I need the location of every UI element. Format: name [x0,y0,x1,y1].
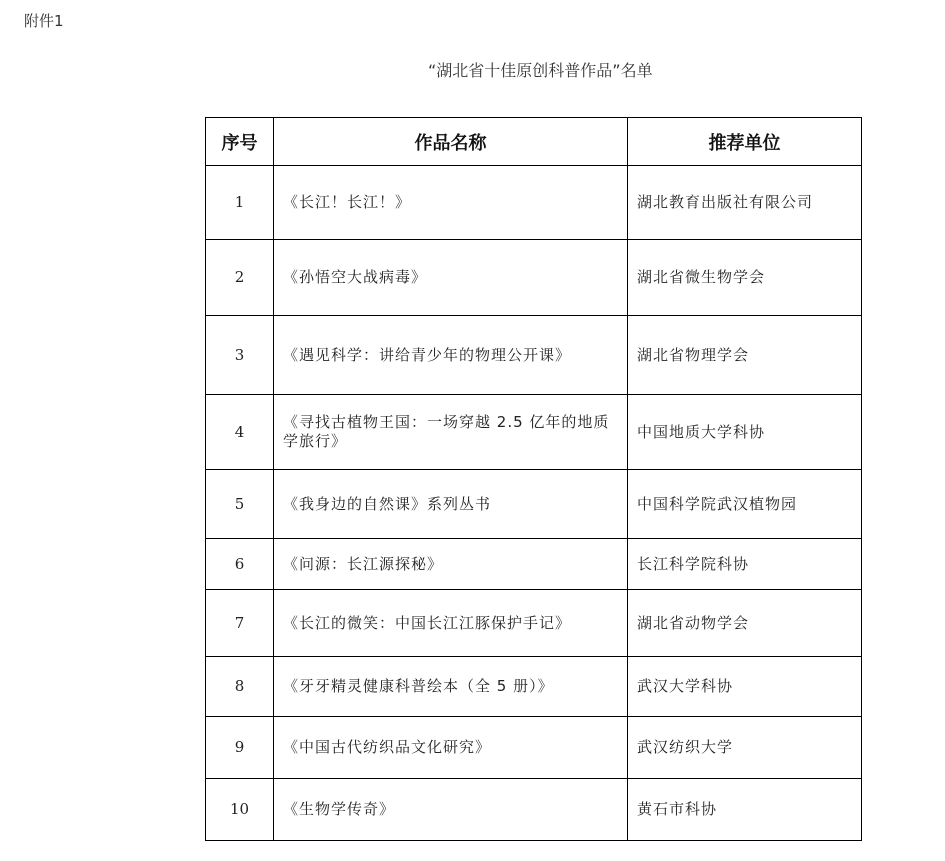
cell-number: 5 [206,470,274,539]
attachment-label: 附件1 [24,12,64,30]
cell-work-name: 《寻找古植物王国：一场穿越 2.5 亿年的地质学旅行》 [274,395,628,470]
header-number: 序号 [206,118,274,166]
cell-number: 4 [206,395,274,470]
cell-recommending-unit: 武汉大学科协 [628,657,862,717]
cell-recommending-unit: 中国科学院武汉植物园 [628,470,862,539]
cell-work-name: 《问源：长江源探秘》 [274,539,628,590]
table-header-row [206,118,862,166]
table-row [206,166,862,240]
cell-recommending-unit: 长江科学院科协 [628,539,862,590]
cell-number: 7 [206,590,274,657]
cell-work-name: 《孙悟空大战病毒》 [274,240,628,316]
cell-number: 3 [206,316,274,395]
table-row [206,316,862,395]
cell-work-name: 《遇见科学：讲给青少年的物理公开课》 [274,316,628,395]
cell-recommending-unit: 武汉纺织大学 [628,717,862,779]
cell-work-name: 《长江的微笑：中国长江江豚保护手记》 [274,590,628,657]
header-work-name: 作品名称 [274,118,628,166]
cell-work-name: 《中国古代纺织品文化研究》 [274,717,628,779]
table-row [206,717,862,779]
table-row [206,539,862,590]
cell-recommending-unit: 湖北教育出版社有限公司 [628,166,862,240]
table-row [206,470,862,539]
cell-work-name: 《牙牙精灵健康科普绘本（全 5 册）》 [274,657,628,717]
table-row [206,779,862,841]
cell-recommending-unit: 湖北省物理学会 [628,316,862,395]
header-recommending-unit: 推荐单位 [628,118,862,166]
cell-work-name: 《生物学传奇》 [274,779,628,841]
cell-number: 6 [206,539,274,590]
cell-work-name: 《我身边的自然课》系列丛书 [274,470,628,539]
cell-recommending-unit: 中国地质大学科协 [628,395,862,470]
table-row [206,240,862,316]
table-row [206,395,862,470]
cell-recommending-unit: 湖北省动物学会 [628,590,862,657]
document-title: “湖北省十佳原创科普作品”名单 [428,61,653,80]
cell-number: 10 [206,779,274,841]
cell-number: 1 [206,166,274,240]
cell-recommending-unit: 黄石市科协 [628,779,862,841]
award-list-table [205,117,862,841]
cell-number: 9 [206,717,274,779]
cell-number: 8 [206,657,274,717]
cell-number: 2 [206,240,274,316]
cell-recommending-unit: 湖北省微生物学会 [628,240,862,316]
table-row [206,657,862,717]
table-row [206,590,862,657]
cell-work-name: 《长江！长江！》 [274,166,628,240]
